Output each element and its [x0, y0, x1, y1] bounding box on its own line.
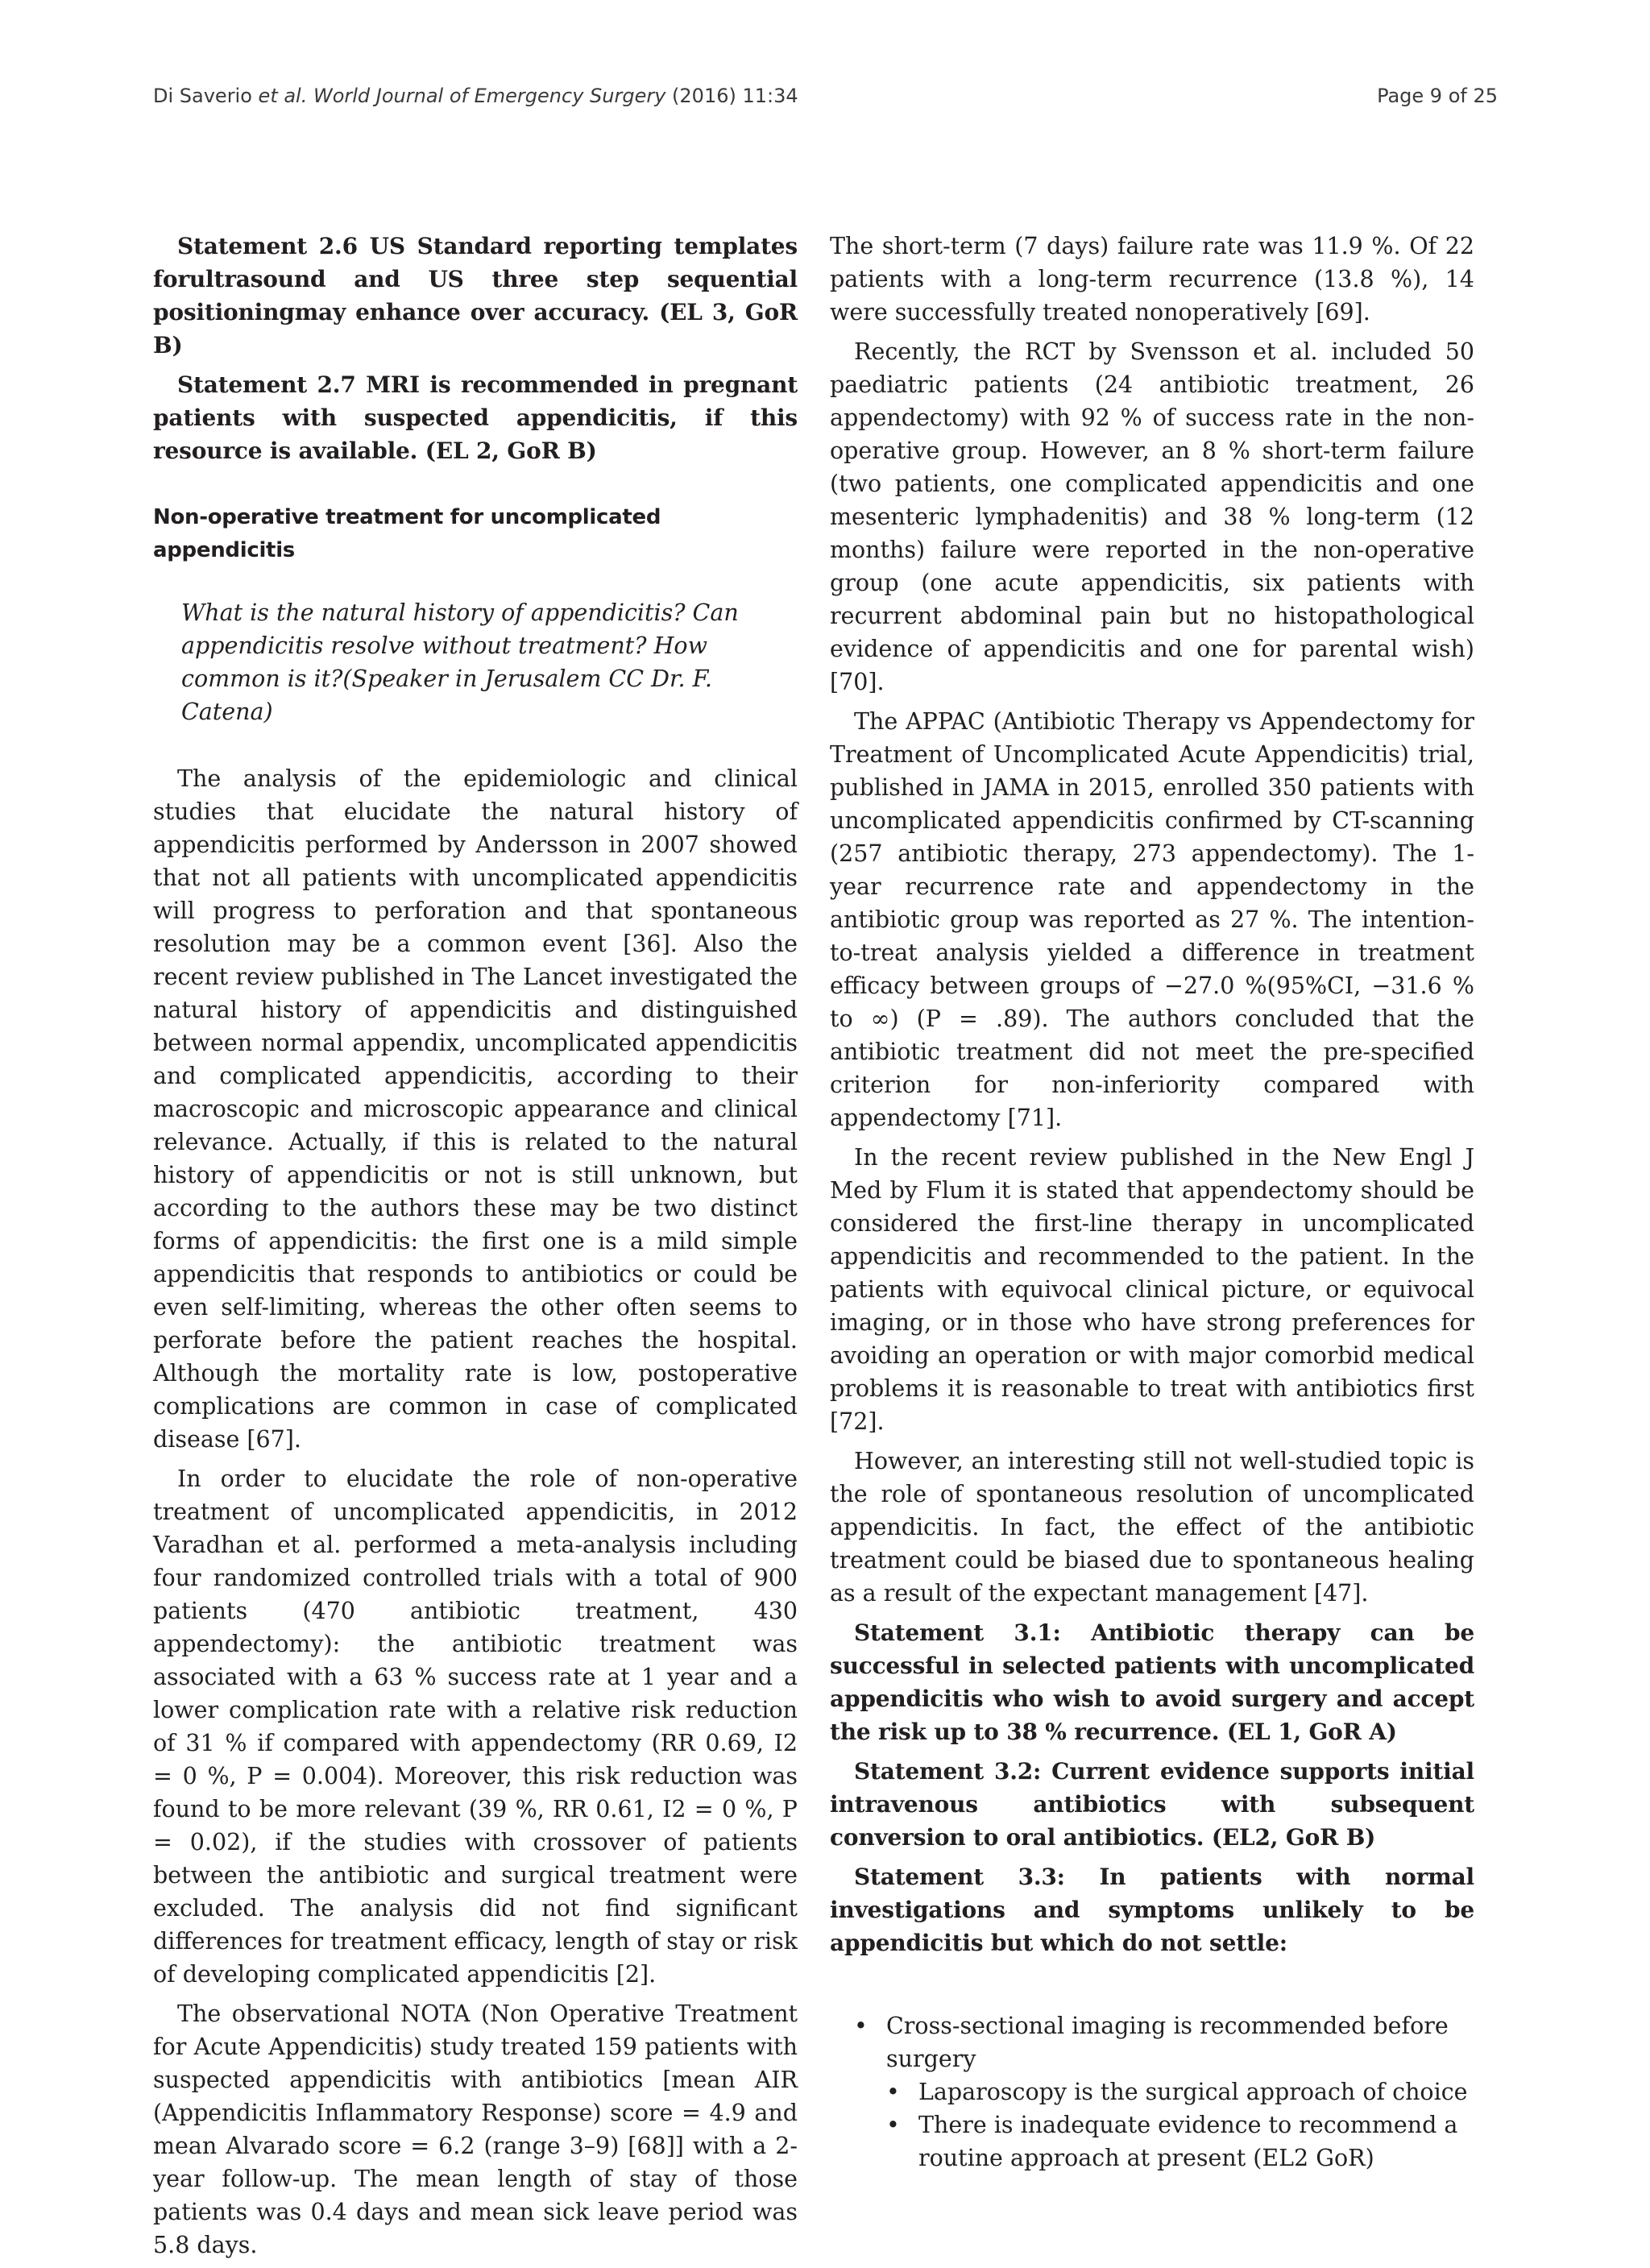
paragraph: The APPAC (Antibiotic Therapy vs Appendectomy for Treatment of Uncomplicated Acute Appendicitis) trial, published in JAMA in 2015, enrolled 350 patients with uncomplicated appendicitis confirmed by CT-scanning (257 antibiotic therapy, 273 appendectomy). The 1-year recurrence rate and appendectomy in the antibiotic group was reported as 27 %. The intention-to-treat analysis yielded a difference in treatment efficacy between groups of −27.0 %(95%CI, −31.6 % to ∞) (P = .89). The authors concluded that the antibiotic treatment did not meet the pre-specified criterion for non-inferiority compared with appendectomy [71]. [830, 708, 1474, 1131]
paragraph: However, an interesting still not well-studied topic is the role of spontaneous resolution of uncomplicated appendicitis. In fact, the effect of the antibiotic treatment could be biased due to spontaneous healing as a result of the expectant management [47]. [830, 1448, 1474, 1607]
bullet-icon: • [854, 2013, 868, 2039]
paragraph: The short-term (7 days) failure rate was 11.9 %. Of 22 patients with a long-term recurrence (13.8 %), 14 were successfully treated nonoperatively [69]. [830, 233, 1474, 325]
paragraph: In the recent review published in the New Engl J Med by Flum it is stated that appendectomy should be considered the first-line therapy in uncomplicated appendicitis and recommended to the patient. In the patients with equivocal clinical picture, or equivocal imaging, or in those who have strong preferences for avoiding an operation or with major comorbid medical problems it is reasonable to treat with antibiotics first [72]. [830, 1144, 1474, 1435]
statement-3-2: Statement 3.2: Current evidence supports initial intravenous antibiotics with subsequent conversion to oral antibiotics. (EL2, GoR B) [830, 1758, 1474, 1851]
right-column [830, 230, 1474, 2175]
paragraph: The observational NOTA (Non Operative Treatment for Acute Appendicitis) study treated 159 patients with suspected appendicitis with antibiotics [mean AIR (Appendicitis Inflammatory Response) score = 4.9 and mean Alvarado score = 6.2 (range 3–9) [68]] with a 2-year follow-up. The mean length of stay of those patients was 0.4 days and mean sick leave period was 5.8 days. [153, 2001, 798, 2258]
list-item: • There is inadequate evidence to recommend a routine approach at present (EL2 GoR) [830, 2108, 1474, 2175]
paragraph: The analysis of the epidemiologic and clinical studies that elucidate the natural history of appendicitis performed by Andersson in 2007 showed that not all patients with uncomplicated appendicitis will progress to perforation and that spontaneous resolution may be a common event [36]. Also the recent review published in The Lancet investigated the natural history of appendicitis and distinguished between normal appendix, uncomplicated appendicitis and complicated appendicitis, according to their macroscopic and microscopic appearance and clinical relevance. Actually, if this is related to the natural history of appendicitis or not is still unknown, but according to the authors these may be two distinct forms of appendicitis: the first one is a mild simple appendicitis that responds to antibiotics or could be even self-limiting, whereas the other often seems to perforate before the patient reaches the hospital. Although the mortality rate is low, postoperative complications are common in case of complicated disease [67]. [153, 765, 798, 1453]
statement-2-6: Statement 2.6 US Standard reporting templates forultrasound and US three step sequential positioningmay enhance over accuracy. (EL 3, GoR B) [153, 233, 798, 359]
section-heading: Non-operative treatment for uncomplicated appendicitis [153, 505, 661, 562]
bullet-icon: • [886, 2079, 900, 2105]
left-column [153, 230, 798, 2268]
section-question: What is the natural history of appendicitis? Can appendicitis resolve without treatment? How common is it?(Speaker in Jerusalem CC Dr. F. Catena) [181, 599, 739, 725]
running-head [153, 85, 1498, 107]
paragraph: In order to elucidate the role of non-operative treatment of uncomplicated appendicitis, in 2012 Varadhan et al. performed a meta-analysis including four randomized controlled trials with a total of 900 patients (470 antibiotic treatment, 430 appendectomy): the antibiotic treatment was associated with a 63 % success rate at 1 year and a lower complication rate with a relative risk reduction of 31 % if compared with appendectomy (RR 0.69, I2 = 0 %, P = 0.004). Moreover, this risk reduction was found to be more relevant (39 %, RR 0.61, I2 = 0 %, P = 0.02), if the studies with crossover of patients between the antibiotic and surgical treatment were excluded. The analysis did not find significant differences for treatment efficacy, length of stay or risk of developing complicated appendicitis [2]. [153, 1466, 798, 1988]
citation: Di Saverio et al. World Journal of Emergency Surgery (2016) 11:34 [153, 85, 798, 107]
statement-3-1: Statement 3.1: Antibiotic therapy can be successful in selected patients with uncomplicated appendicitis who wish to avoid surgery and accept the risk up to 38 % recurrence. (EL 1, GoR A) [830, 1619, 1474, 1745]
bullet-icon: • [886, 2112, 900, 2138]
page-number: Page 9 of 25 [1377, 85, 1498, 107]
statement-3-3: Statement 3.3: In patients with normal investigations and symptoms unlikely to be appendicitis but which do not settle: [830, 1864, 1474, 1956]
list-item: • Cross-sectional imaging is recommended before surgery [830, 2009, 1474, 2075]
list-item: • Laparoscopy is the surgical approach of choice [830, 2075, 1474, 2108]
paragraph: Recently, the RCT by Svensson et al. included 50 paediatric patients (24 antibiotic treatment, 26 appendectomy) with 92 % of success rate in the non-operative group. However, an 8 % short-term failure (two patients, one complicated appendicitis and one mesenteric lymphadenitis) and 38 % long-term (12 months) failure were reported in the non-operative group (one acute appendicitis, six patients with recurrent abdominal pain but no histopathological evidence of appendicitis and one for parental wish) [70]. [830, 338, 1474, 695]
statement-2-7: Statement 2.7 MRI is recommended in pregnant patients with suspected appendicitis, if this resource is available. (EL 2, GoR B) [153, 371, 798, 464]
recommendation-list [830, 2009, 1474, 2175]
